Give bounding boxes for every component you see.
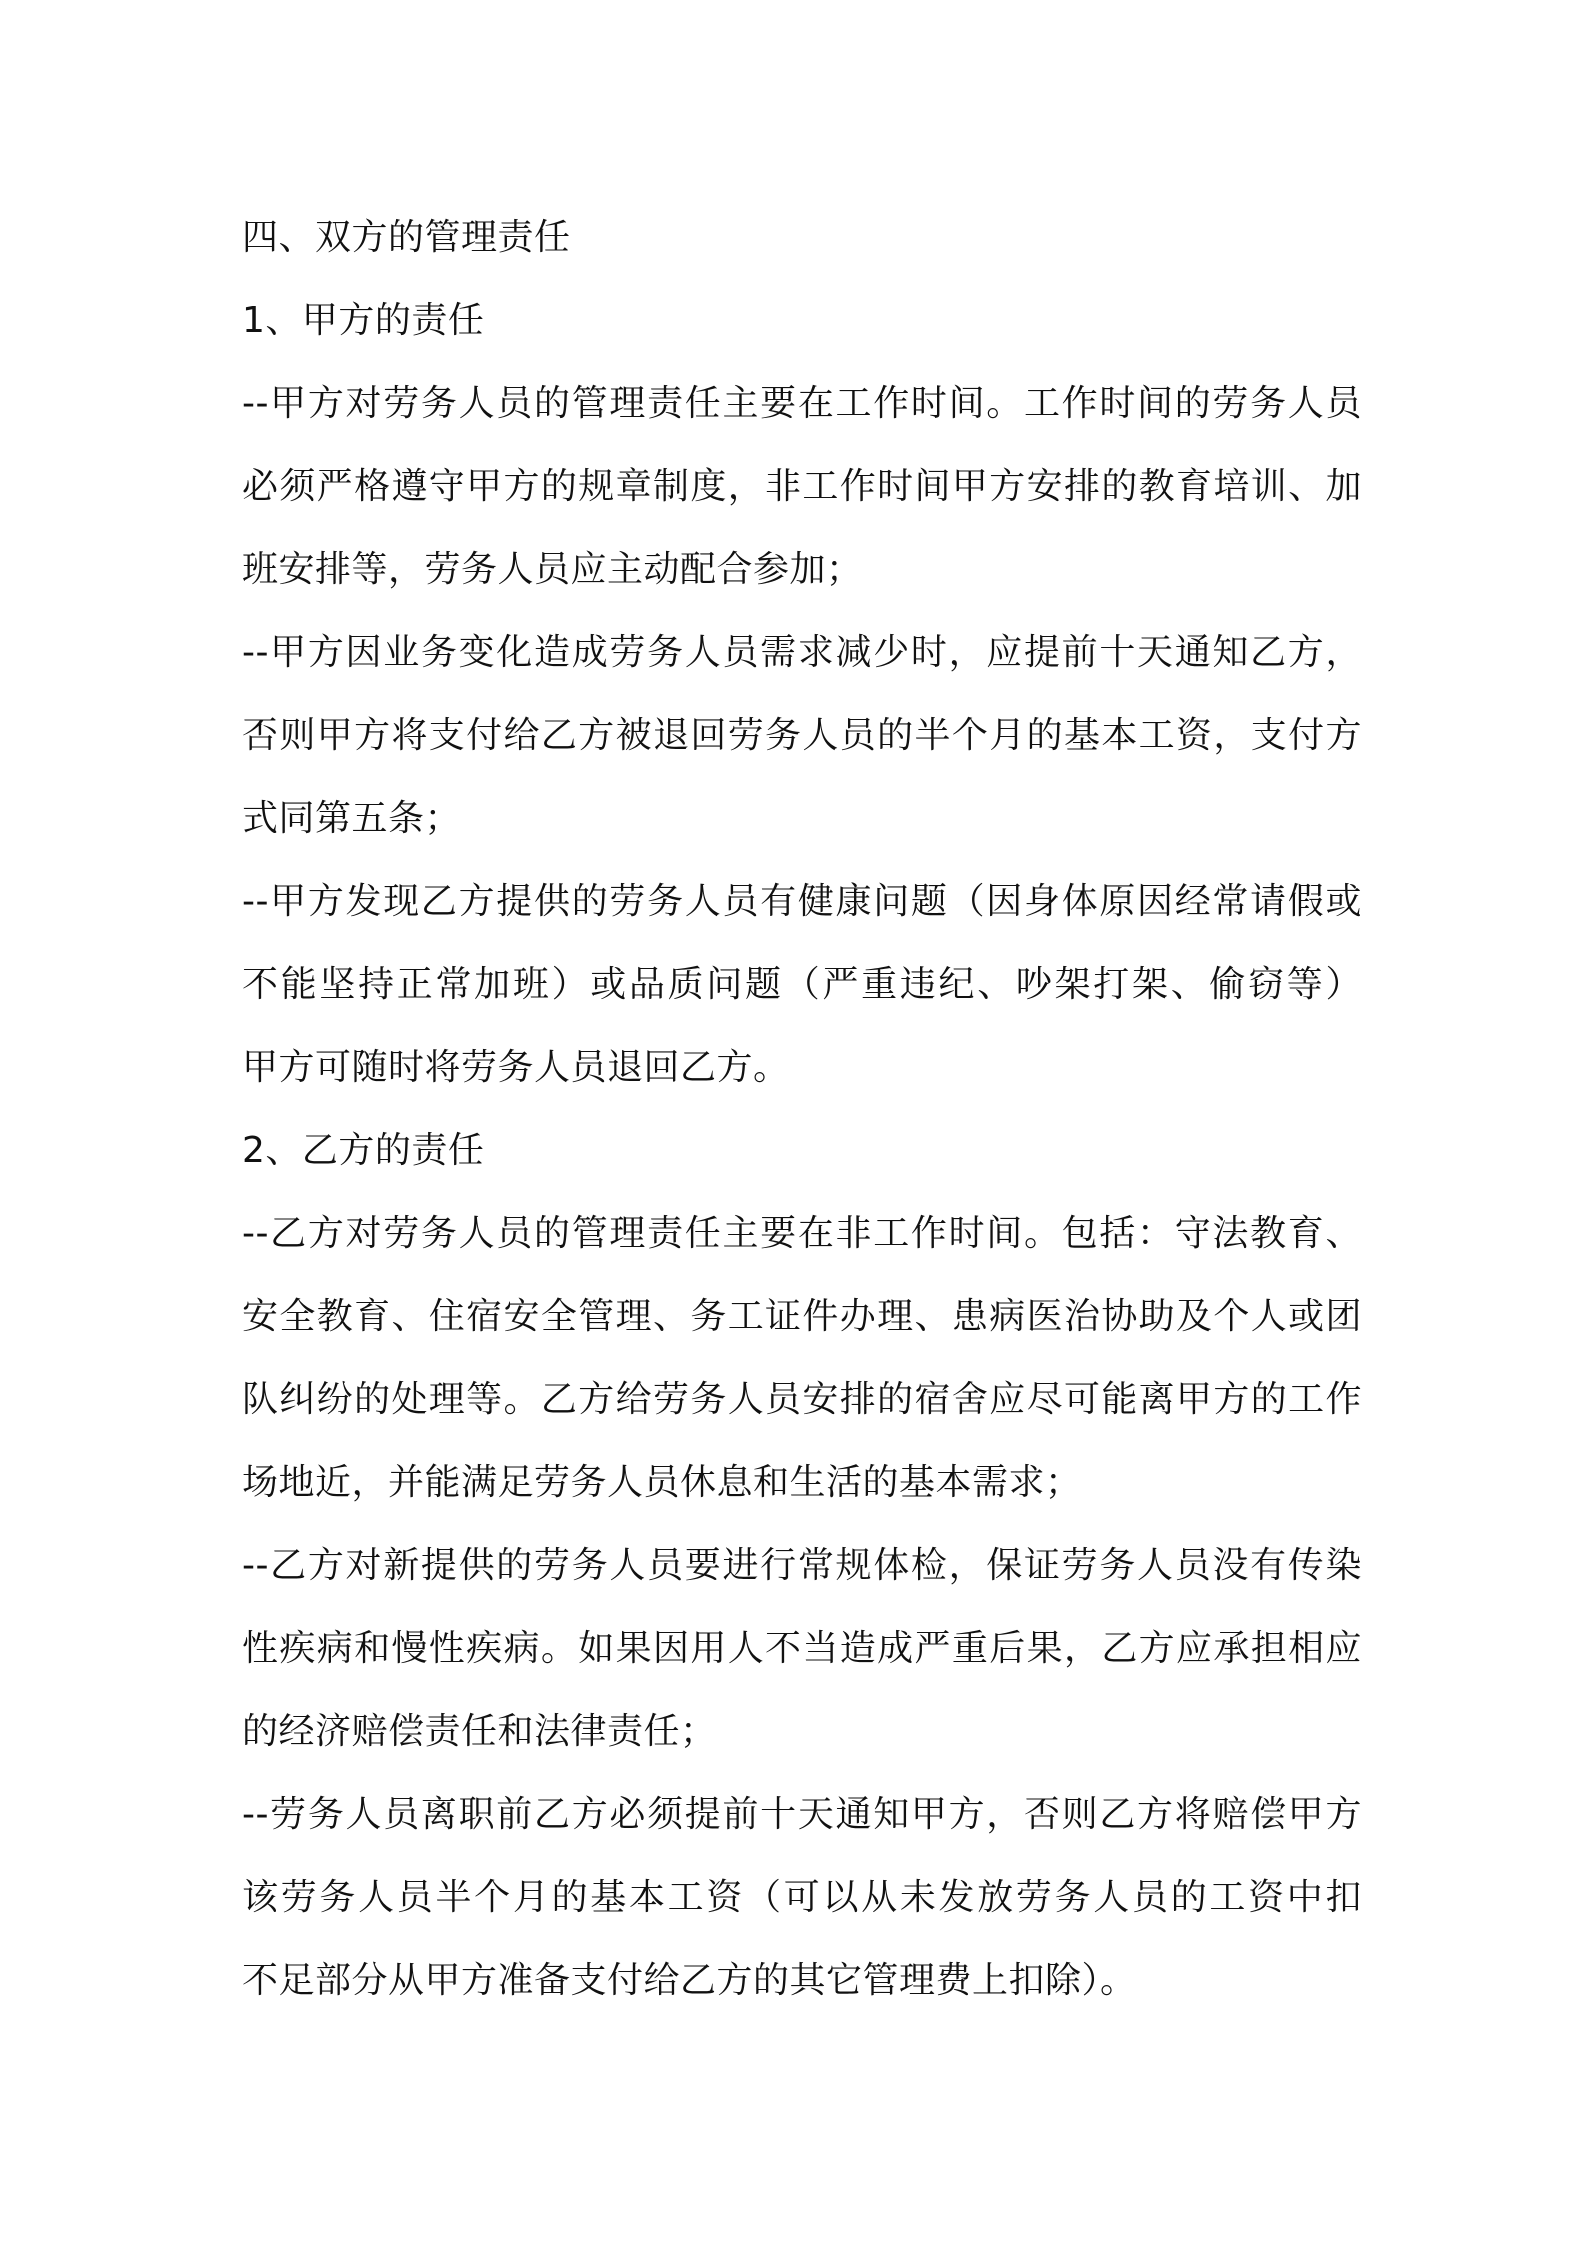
- paragraph-line: 甲方可随时将劳务人员退回乙方。: [242, 1047, 790, 1088]
- paragraph-line: --甲方对劳务人员的管理责任主要在工作时间。工作时间的劳务人员: [242, 383, 1362, 424]
- paragraph-line: 队纠纷的处理等。乙方给劳务人员安排的宿舍应尽可能离甲方的工作: [242, 1379, 1362, 1420]
- paragraph-line: 场地近，并能满足劳务人员休息和生活的基本需求；: [242, 1462, 1082, 1503]
- paragraph-line: 不能坚持正常加班）或品质问题（严重违纪、吵架打架、偷窃等）: [242, 964, 1362, 1005]
- paragraph-line: 班安排等，劳务人员应主动配合参加；: [242, 549, 863, 590]
- paragraph-line: --甲方发现乙方提供的劳务人员有健康问题（因身体原因经常请假或: [242, 881, 1362, 922]
- paragraph-line: 安全教育、住宿安全管理、务工证件办理、患病医治协助及个人或团: [242, 1296, 1362, 1337]
- document-body: [242, 196, 1362, 2022]
- paragraph-line: --乙方对劳务人员的管理责任主要在非工作时间。包括：守法教育、: [242, 1213, 1362, 1254]
- paragraph-line: --甲方因业务变化造成劳务人员需求减少时，应提前十天通知乙方，: [242, 632, 1362, 673]
- subsection-heading: 2、乙方的责任: [242, 1130, 485, 1171]
- paragraph-line: 式同第五条；: [242, 798, 462, 839]
- subsection-heading: 1、甲方的责任: [242, 300, 485, 341]
- paragraph-line: --劳务人员离职前乙方必须提前十天通知甲方，否则乙方将赔偿甲方: [242, 1794, 1362, 1835]
- paragraph-line: 必须严格遵守甲方的规章制度，非工作时间甲方安排的教育培训、加: [242, 466, 1362, 507]
- paragraph-line: 该劳务人员半个月的基本工资（可以从未发放劳务人员的工资中扣: [242, 1877, 1362, 1918]
- paragraph-line: 的经济赔偿责任和法律责任；: [242, 1711, 717, 1752]
- paragraph-line: --乙方对新提供的劳务人员要进行常规体检，保证劳务人员没有传染: [242, 1545, 1362, 1586]
- paragraph-line: 性疾病和慢性疾病。如果因用人不当造成严重后果，乙方应承担相应: [242, 1628, 1362, 1669]
- paragraph-line: 否则甲方将支付给乙方被退回劳务人员的半个月的基本工资，支付方: [242, 715, 1362, 756]
- section-heading: 四、双方的管理责任: [242, 217, 571, 258]
- paragraph-line: 不足部分从甲方准备支付给乙方的其它管理费上扣除）。: [242, 1960, 1137, 2001]
